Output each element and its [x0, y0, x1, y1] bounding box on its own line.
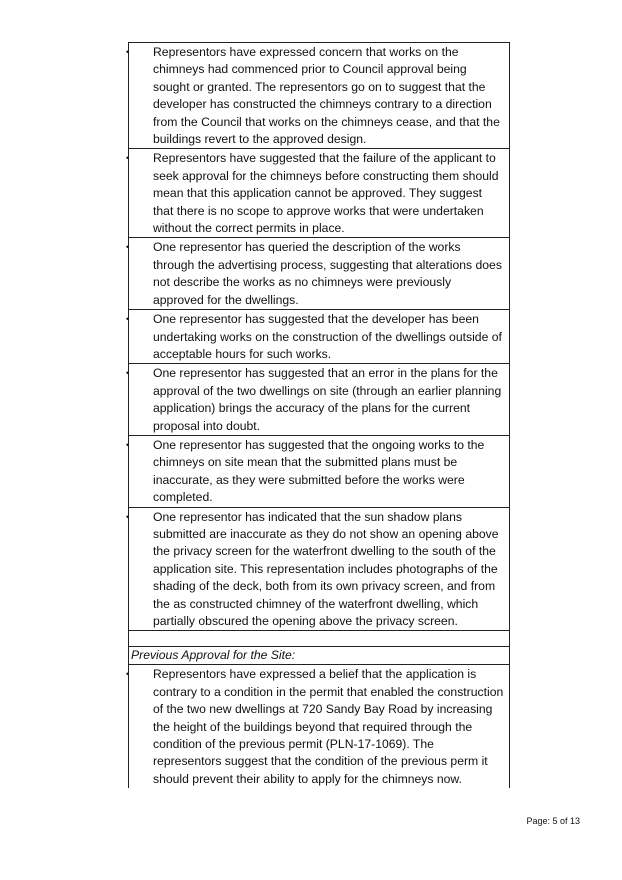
row-text: One representor has indicated that the sun shadow plans submitted are inaccurate as they do not show an opening above the privacy screen for the waterfront dwelling to the south of the application site. This representation includes photographs of the shading of the deck, both from its own privacy screen, and from the as constructed chimney of the waterfront dwelling, which partially obscured the opening above the privacy screen.	[153, 509, 499, 628]
section-heading-row	[129, 647, 509, 665]
table-row	[126, 149, 509, 238]
bullet-icon: •	[126, 368, 130, 379]
table-row	[126, 508, 509, 632]
row-text: One representor has suggested that the ongoing works to the chimneys on site mean that the submitted plans must be inaccurate, as they were submitted before the works were completed.	[153, 437, 485, 505]
table-row	[126, 436, 509, 508]
table-row	[126, 310, 509, 364]
table-row	[126, 364, 509, 436]
bullet-icon: •	[126, 242, 130, 253]
row-text: One representor has suggested that an error in the plans for the approval of the two dwellings on site (through an earlier planning application) brings the accuracy of the plans for the current proposal into doubt.	[153, 366, 502, 433]
row-text: One representor has suggested that the developer has been undertaking works on the construction of the dwellings outside of acceptable hours for such works.	[153, 312, 502, 361]
table-row	[126, 43, 509, 149]
row-text: Representors have expressed concern that works on the chimneys had commenced prior to Council approval being sought or granted. The representors go on to suggest that the developer has constructed the chimneys contrary to a direction from the Council that works on the chimneys cease, and that the buildings revert to the approved design.	[153, 45, 500, 147]
bullet-icon: •	[126, 439, 130, 450]
table-row	[126, 238, 509, 310]
bullet-icon: •	[126, 153, 130, 164]
section-heading: Previous Approval for the Site:	[131, 648, 296, 663]
row-text: Representors have suggested that the failure of the applicant to seek approval for the chimneys before constructing them should mean that this application cannot be approved. They suggest that there is no scope to approve works that were undertaken without the correct permits in place.	[153, 151, 499, 236]
bullet-icon: •	[126, 669, 130, 680]
page-number: Page: 5 of 13	[526, 816, 580, 826]
blank-row	[129, 631, 509, 647]
bullet-icon: •	[126, 47, 130, 57]
row-text: Representors have expressed a belief that the application is contrary to a condition in the permit that enabled the construction of the two new dwellings at 720 Sandy Bay Road by increasing the height of the buildings beyond that required through the condition of the previous permit (PLN-17-1069). The representors suggest that the condition of the previous perm it should prevent their ability to apply for the chimneys now.	[153, 667, 504, 786]
bullet-icon: •	[126, 314, 130, 325]
bullet-icon: •	[126, 511, 130, 522]
table-row	[126, 665, 509, 788]
row-text: One representor has queried the description of the works through the advertising process, suggesting that alterations does not describe the works as no chimneys were previously approved for the dwellings.	[153, 240, 502, 307]
representations-table	[128, 42, 510, 788]
